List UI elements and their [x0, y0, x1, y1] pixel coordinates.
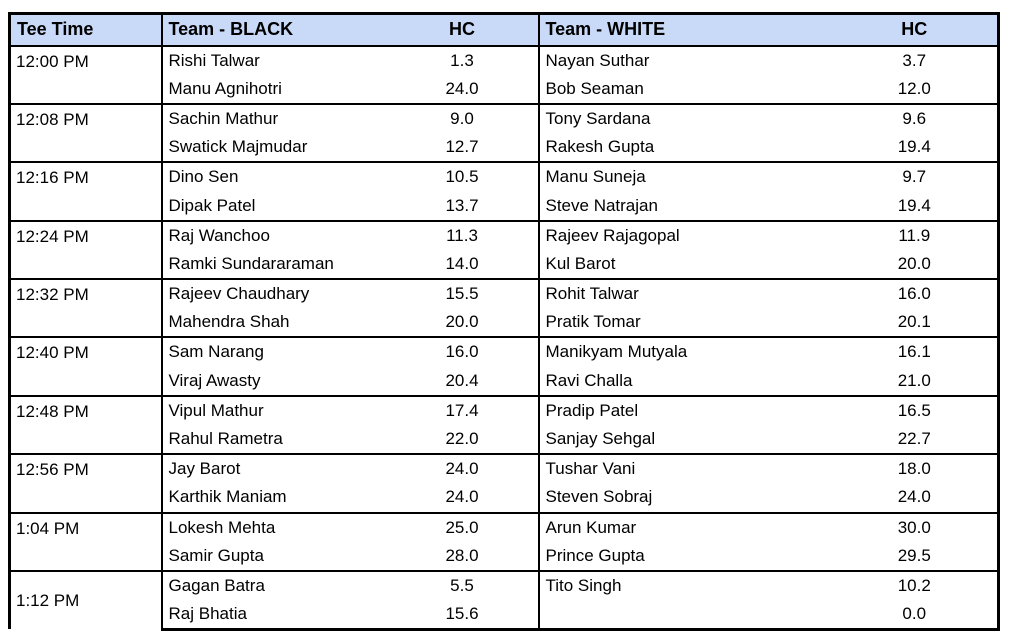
tee-time-cell: 12:48 PM [10, 396, 162, 454]
black-player-hc-cell: 28.0 [445, 545, 479, 565]
white-player-name-cell: Manikyam Mutyala [539, 337, 832, 366]
black-player-hc-cell: 13.7 [445, 195, 479, 215]
white-player-name-cell: Bob Seaman [539, 75, 832, 104]
black-player-hc-cell: 20.4 [445, 370, 479, 390]
white-player-name-cell: Prince Gupta [539, 542, 832, 571]
tee-time-cell: 12:00 PM [10, 46, 162, 104]
white-player-hc-cell: 24.0 [832, 483, 999, 512]
white-player-name-cell: Tito Singh [539, 571, 832, 600]
tee-time-cell: 12:24 PM [10, 221, 162, 279]
black-player-hc-cell: 12.7 [445, 137, 479, 157]
white-player-hc-cell: 10.2 [832, 571, 999, 600]
header-black-hc: HC [387, 14, 539, 46]
white-player-hc-cell: 21.0 [832, 367, 999, 396]
white-player-name-cell: Pratik Tomar [539, 308, 832, 337]
white-player-hc-cell: 16.5 [832, 396, 999, 425]
tee-group-row [10, 396, 999, 425]
tee-group-row [10, 221, 999, 250]
white-player-name-cell: Kul Barot [539, 250, 832, 279]
white-player-name-cell: Arun Kumar [539, 513, 832, 542]
white-player-name-cell: Steven Sobraj [539, 483, 832, 512]
black-player-name-cell: Manu Agnihotri [162, 75, 387, 104]
black-player-name-cell: Ramki Sundararaman [162, 250, 387, 279]
black-player-hc-cell: 20.0 [445, 312, 479, 332]
black-player-name-cell: Sachin Mathur [162, 104, 387, 133]
white-player-hc-cell: 9.6 [832, 104, 999, 133]
tee-time-cell: 12:08 PM [10, 104, 162, 162]
tee-group-row [10, 571, 999, 600]
white-player-hc-cell: 29.5 [832, 542, 999, 571]
black-player-name-cell: Rishi Talwar [162, 46, 387, 75]
white-player-name-cell: Tony Sardana [539, 104, 832, 133]
tee-group-row [10, 337, 999, 366]
header-white-hc: HC [832, 14, 999, 46]
tee-time-cell: 1:04 PM [10, 513, 162, 571]
white-player-name-cell: Ravi Challa [539, 367, 832, 396]
tee-group-row [10, 279, 999, 308]
tee-group-row [10, 104, 999, 133]
tee-time-cell: 12:56 PM [10, 454, 162, 512]
black-player-hc-cell: 25.0 [387, 513, 539, 542]
black-player-name-cell: Viraj Awasty [162, 367, 387, 396]
white-player-hc-cell: 9.7 [832, 162, 999, 191]
black-player-name-cell: Sam Narang [162, 337, 387, 366]
black-player-hc-cell: 16.0 [387, 337, 539, 366]
white-player-hc-cell: 18.0 [832, 454, 999, 483]
black-player-hc-cell: 24.0 [445, 487, 479, 507]
white-player-hc-cell: 19.4 [832, 191, 999, 220]
tee-sheet-body [10, 46, 999, 630]
black-player-hc-cell: 11.3 [387, 221, 539, 250]
white-player-hc-cell: 19.4 [832, 133, 999, 162]
black-player-name-cell: Swatick Majmudar [162, 133, 387, 162]
black-player-hc-cell: 15.5 [387, 279, 539, 308]
white-player-hc-cell: 16.1 [832, 337, 999, 366]
header-team-white: Team - WHITE [539, 14, 832, 46]
black-player-hc-cell: 1.3 [387, 46, 539, 75]
white-player-hc-cell: 3.7 [832, 46, 999, 75]
black-player-hc-cell: 15.6 [387, 600, 539, 629]
black-player-hc-cell: 10.5 [387, 162, 539, 191]
black-player-name-cell: Karthik Maniam [162, 483, 387, 512]
black-player-name-cell: Dipak Patel [162, 191, 387, 220]
white-player-hc-cell: 20.0 [832, 250, 999, 279]
black-player-name-cell: Mahendra Shah [162, 308, 387, 337]
tee-group-row [10, 46, 999, 75]
black-player-hc-cell: 5.5 [387, 571, 539, 600]
white-player-name-cell: Manu Suneja [539, 162, 832, 191]
black-player-hc-cell: 14.0 [445, 253, 479, 273]
white-player-name-cell: Rohit Talwar [539, 279, 832, 308]
white-player-name-cell: Sanjay Sehgal [539, 425, 832, 454]
white-player-hc-cell: 11.9 [832, 221, 999, 250]
black-player-name-cell: Samir Gupta [162, 542, 387, 571]
black-player-hc-cell: 24.0 [445, 78, 479, 98]
white-player-hc-cell: 16.0 [832, 279, 999, 308]
white-player-hc-cell: 20.1 [832, 308, 999, 337]
black-player-name-cell: Vipul Mathur [162, 396, 387, 425]
header-team-black: Team - BLACK [162, 14, 387, 46]
white-player-name-cell: Nayan Suthar [539, 46, 832, 75]
black-player-name-cell: Raj Bhatia [162, 600, 387, 629]
black-player-hc-cell: 17.4 [387, 396, 539, 425]
tee-group-row [10, 513, 999, 542]
black-player-name-cell: Raj Wanchoo [162, 221, 387, 250]
black-player-hc-cell: 9.0 [387, 104, 539, 133]
tee-time-cell: 12:16 PM [10, 162, 162, 220]
white-player-name-cell: Rajeev Rajagopal [539, 221, 832, 250]
tee-time-cell: 12:40 PM [10, 337, 162, 395]
black-player-name-cell: Jay Barot [162, 454, 387, 483]
black-player-hc-cell: 24.0 [387, 454, 539, 483]
tee-time-cell: 12:32 PM [10, 279, 162, 337]
header-tee-time: Tee Time [10, 14, 162, 46]
tee-group-row [10, 162, 999, 191]
tee-sheet-table [8, 12, 1000, 631]
white-player-name-cell: Steve Natrajan [539, 191, 832, 220]
black-player-name-cell: Lokesh Mehta [162, 513, 387, 542]
black-player-hc-cell: 22.0 [445, 429, 479, 449]
tee-group-row [10, 454, 999, 483]
white-player-name-cell: Rakesh Gupta [539, 133, 832, 162]
black-player-name-cell: Gagan Batra [162, 571, 387, 600]
tee-time-cell: 1:12 PM [10, 571, 162, 629]
white-player-name-cell: Pradip Patel [539, 396, 832, 425]
header-row [10, 14, 999, 46]
white-player-hc-cell: 0.0 [832, 600, 999, 629]
white-player-hc-cell: 12.0 [832, 75, 999, 104]
black-player-name-cell: Dino Sen [162, 162, 387, 191]
white-player-hc-cell: 22.7 [832, 425, 999, 454]
white-player-name-cell: Tushar Vani [539, 454, 832, 483]
black-player-name-cell: Rajeev Chaudhary [162, 279, 387, 308]
white-player-hc-cell: 30.0 [832, 513, 999, 542]
white-player-name-cell [539, 600, 832, 629]
black-player-name-cell: Rahul Rametra [162, 425, 387, 454]
